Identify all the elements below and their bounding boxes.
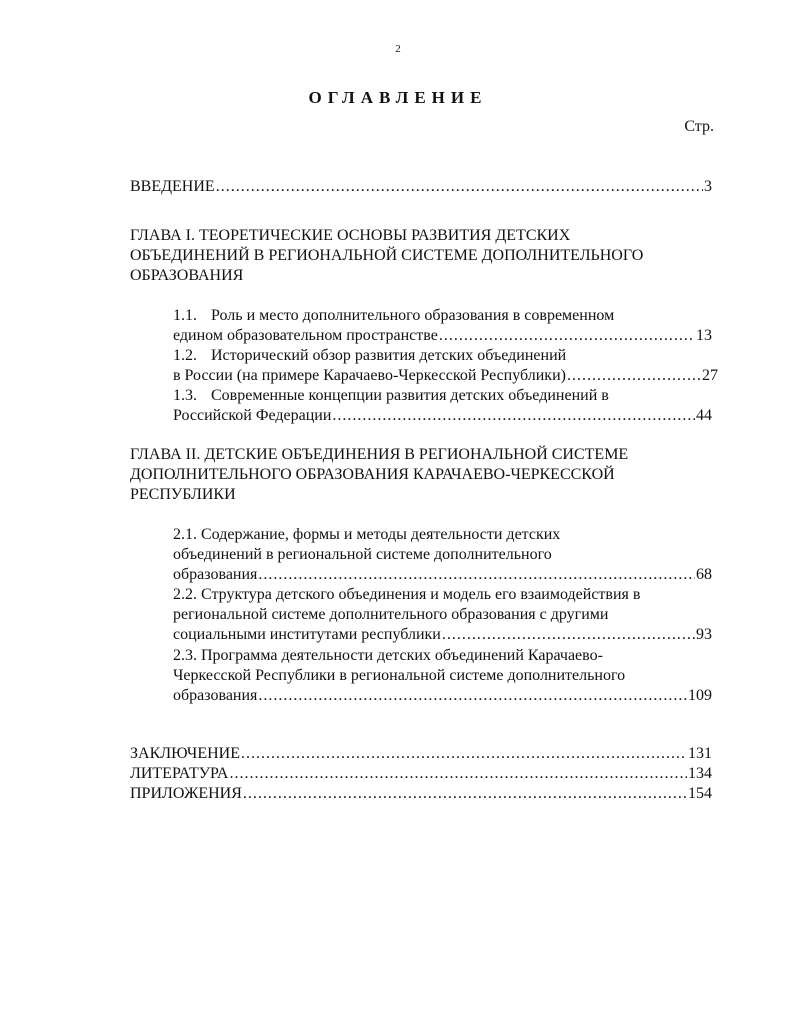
toc-entry-page: 109 [688,687,712,704]
chapter-heading-line: ГЛАВА II. ДЕТСКИЕ ОБЪЕДИНЕНИЯ В РЕГИОНАЛЬНОЙ СИСТЕМЕ [130,446,629,463]
section-line: Черкесской Республики в региональной системе дополнительного [173,667,626,684]
toc-entry-appendix[interactable] [130,784,712,804]
section-line: региональной системе дополнительного образования с другими [173,606,609,623]
toc-entry-page: 13 [696,327,712,344]
section-line: 2.3. Программа деятельности детских объединений Карачаево- [173,647,603,664]
section-line: 2.2. Структура детского объединения и модель его взаимодействия в [173,586,641,603]
section-title: Современные концепции развития детских объединений в [211,387,609,404]
toc-entry-page: 68 [696,566,712,583]
toc-entry-section[interactable] [173,625,712,645]
leader-dots [258,686,687,706]
page-title: ОГЛАВЛЕНИЕ [308,88,488,107]
section-line: объединений в региональной системе дополнительного [173,546,552,563]
toc-entry-page: 93 [696,626,712,643]
toc-entry-page: 27 [702,367,718,384]
chapter-heading-line: ОБРАЗОВАНИЯ [130,267,244,284]
toc-entry-literature[interactable] [130,764,712,784]
toc-entry-introduction[interactable] [130,177,712,197]
toc-entry-conclusion[interactable] [130,744,712,764]
toc-entry-page: 131 [688,745,712,762]
toc-entry-label: образования [173,566,258,583]
toc-entry-label: ЛИТЕРАТУРА [130,765,229,782]
toc-entry-section[interactable] [173,565,712,585]
chapter-heading-line: ГЛАВА I. ТЕОРЕТИЧЕСКИЕ ОСНОВЫ РАЗВИТИЯ ДЕТСКИХ [130,227,571,244]
toc-entry-label: социальными институтами республики [173,626,441,643]
toc-entry-label: ПРИЛОЖЕНИЯ [130,785,242,802]
leader-dots [241,744,687,764]
leader-dots [442,625,695,645]
section-line [173,386,609,406]
leader-dots [216,177,703,197]
toc-entry-section[interactable] [173,406,712,426]
toc-entry-page: 3 [704,178,712,195]
section-number: 1.3. [173,387,197,404]
section-line: 2.1. Содержание, формы и методы деятельности детских [173,526,561,543]
page-number: 2 [395,43,401,55]
toc-entry-label: едином образовательном пространстве [173,327,438,344]
section-title: Исторический обзор развития детских объединений [211,347,567,364]
toc-entry-section[interactable] [173,366,718,386]
toc-entry-label: ВВЕДЕНИЕ [130,178,215,195]
chapter-heading-line: РЕСПУБЛИКИ [130,486,236,503]
toc-entry-label: в России (на примере Карачаево-Черкесской Республики) [173,367,566,384]
section-number: 1.2. [173,347,197,364]
leader-dots [229,764,687,784]
section-number: 1.1. [173,307,197,324]
section-line [173,306,614,326]
leader-dots [439,326,695,346]
toc-entry-page: 44 [696,407,712,424]
chapter-heading-line: ОБЪЕДИНЕНИЙ В РЕГИОНАЛЬНОЙ СИСТЕМЕ ДОПОЛНИТЕЛЬНОГО [130,247,644,264]
leader-dots [567,366,701,386]
toc-entry-label: ЗАКЛЮЧЕНИЕ [130,745,240,762]
page-column-label: Стр. [684,118,714,135]
toc-entry-section[interactable] [173,686,712,706]
leader-dots [332,406,695,426]
toc-entry-page: 154 [688,785,712,802]
section-title: Роль и место дополнительного образования в современном [211,307,615,324]
leader-dots [243,784,687,804]
section-line [173,346,566,366]
toc-entry-label: Российской Федерации [173,407,332,424]
leader-dots [258,565,695,585]
toc-entry-section[interactable] [173,326,712,346]
toc-entry-label: образования [173,687,258,704]
chapter-heading-line: ДОПОЛНИТЕЛЬНОГО ОБРАЗОВАНИЯ КАРАЧАЕВО-ЧЕРКЕССКОЙ [130,466,615,483]
toc-entry-page: 134 [688,765,712,782]
